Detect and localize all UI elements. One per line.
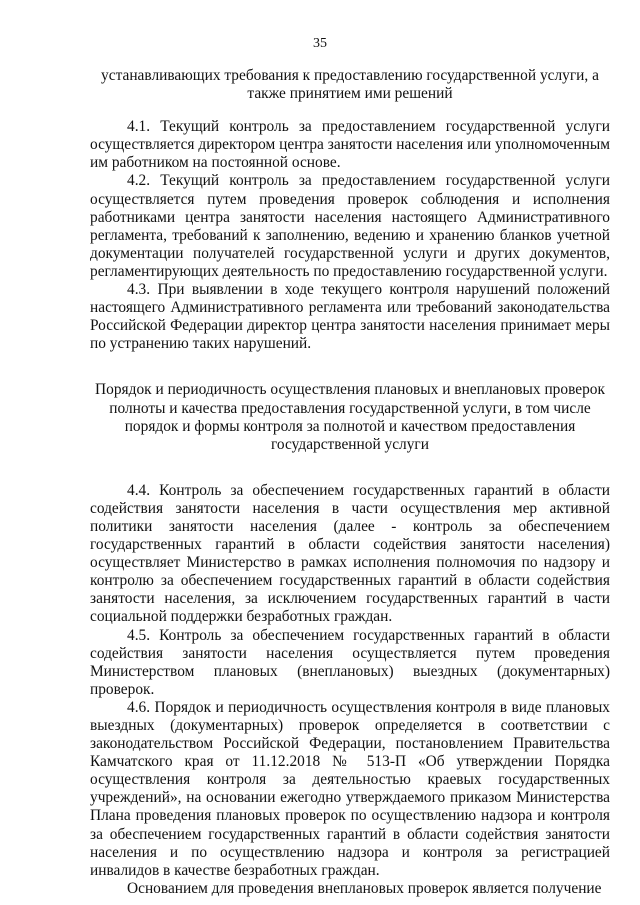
section-heading: Порядок и периодичность осуществления плановых и внеплановых проверок полноты и качества предоставления государственной услуги, в том числе порядок и формы контроля за полнотой и качеством предоставления государственной услуги [95,381,605,453]
paragraph-4-3: 4.3. При выявлении в ходе текущего контроля нарушений положений настоящего Административного регламента или требований законодательства Российской Федерации директор центра занятости населения принимает меры по устранению таких нарушений. [90,281,610,353]
paragraph-4-5: 4.5. Контроль за обеспечением государственных гарантий в области содействия занятости населения осуществляется путем проведения Министерством плановых (внеплановых) выездных (документарных) проверок. [90,626,610,698]
paragraph-4-4: 4.4. Контроль за обеспечением государственных гарантий в области содействия занятости населения в части осуществления мер активной политики занятости населения (далее - контроль за обеспечением государственных гарантий в области содействия занятости населения) осуществляет Министерство в рамках исполнения полномочия по надзору и контролю за обеспечением государственных гарантий в области содействия занятости населения, за исключением государственных гарантий в части социальной поддержки безработных граждан. [90,481,610,626]
paragraph-4-6: 4.6. Порядок и периодичность осуществления контроля в виде плановых выездных (документарных) проверок определяется в соответствии с законодательством Российской Федерации, постановлением Правительства Камчатского края от 11.12.2018 № 513-П «Об утверждении Порядка осуществления контроля за деятельностью краевых государственных учреждений», на основании ежегодно утверждаемого приказом Министерства Плана проведения плановых проверок по осуществлению надзора и контроля за обеспечением государственных гарантий в области содействия занятости населения и по осуществлению надзора и контроля за регистрацией инвалидов в качестве безработных граждан. [90,698,610,879]
page-content [90,67,610,898]
spacer [90,103,610,118]
page-number: 35 [313,36,327,51]
section-heading-continued: устанавливающих требования к предоставлению государственной услуги, а также принятием ими решений [101,67,599,103]
paragraph-4-2: 4.2. Текущий контроль за предоставлением государственной услуги осуществляется путем проведения проверок соблюдения и исполнения работниками центра занятости населения настоящего Административного регламента, требований к заполнению, ведению и хранению бланков учетной документации получателей государственной услуги и других документов, регламентирующих деятельность по предоставлению государственной услуги. [90,172,610,280]
spacer [90,454,610,482]
paragraph-grounds: Основанием для проведения внеплановых проверок является получение [127,879,602,897]
spacer [90,353,610,381]
paragraph-4-1: 4.1. Текущий контроль за предоставлением государственной услуги осуществляется директором центра занятости населения или уполномоченным им работником на постоянной основе. [90,118,610,172]
